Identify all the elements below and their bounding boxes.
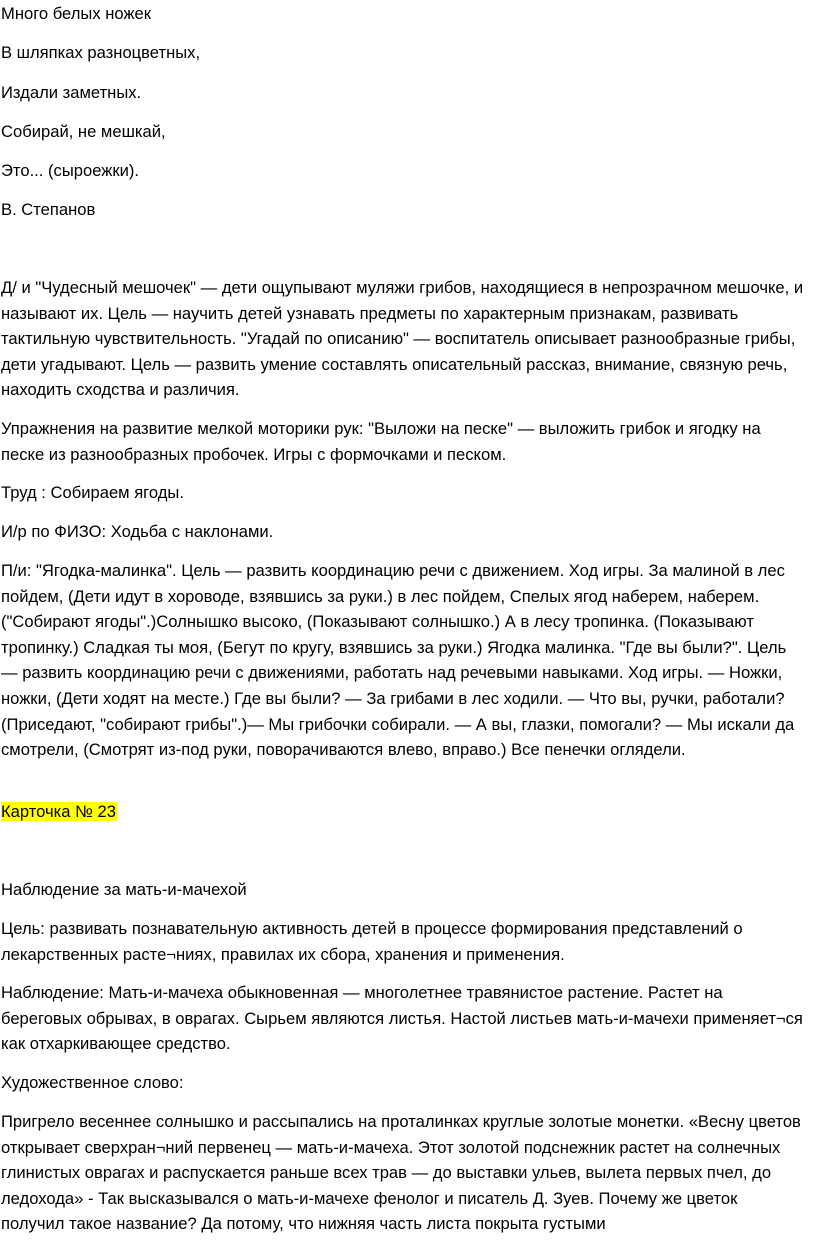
poem-line-5: Это... (сыроежки). bbox=[1, 161, 140, 180]
poem-line-3: Издали заметных. bbox=[1, 83, 142, 102]
art-word-title: Художественное слово: bbox=[1, 1073, 184, 1092]
observation-title: Наблюдение за мать-и-мачехой bbox=[1, 880, 247, 899]
card-title bbox=[1, 799, 804, 825]
outdoor-game-paragraph: П/и: "Ягодка-малинка". Цель — развить координацию речи с движением. Ход игры. За малиной в лес пойдем, (Дети идут в хороводе, взявшись за руки.) в лес пойдем, Спелых ягод наберем, наберем. ("Собирают ягоды".)Солнышко высоко, (Показывают солнышко.) А в лесу тропинка. (Показывают тропинку.) Сладкая ты моя, (Бегут по кругу, взявшись за руки.) Ягодка малинка. "Где вы были?". Цель — развить координацию речи с движениями, работать над речевыми навыками. Ход игры. — Ножки, ножки, (Дети ходят на месте.) Где вы были? — За грибами в лес ходили. — Что вы, ручки, работали? (Приседают, "собирают грибы".)— Мы грибочки собирали. — А вы, глазки, помогали? — Мы искали да смотрели, (Смотрят из-под руки, поворачиваются влево, вправо.) Все пенечки оглядели. bbox=[1, 561, 795, 760]
poem-line-1: Много белых ножек bbox=[1, 4, 152, 23]
didactic-games-paragraph: Д/ и "Чудесный мешочек" — дети ощупывают муляжи грибов, находящиеся в непрозрачном мешочке, и называют их. Цель — научить детей узнавать предметы по характерным признакам, развивать тактильную чувствительность. "Угадай по описанию" — воспитатель описывает разнообразные грибы, дети угадывают. Цель — развить умение составлять описательный рассказ, внимание, связную речь, находить сходства и различия. bbox=[1, 278, 804, 400]
pe-game-paragraph: И/р по ФИЗО: Ходьба с наклонами. bbox=[1, 522, 274, 541]
card-title-highlight: Карточка № 23 bbox=[1, 802, 117, 821]
goal-paragraph: Цель: развивать познавательную активность детей в процессе формирования представлений о лекарственных расте¬ниях, правилах их сбора, хранения и применения. bbox=[1, 919, 743, 964]
motor-exercises-paragraph: Упражнения на развитие мелкой моторики рук: "Выложи на песке" — выложить грибок и ягодку на песке из разнообразных пробочек. Игры с формочками и песком. bbox=[1, 419, 761, 464]
poem-line-4: Собирай, не мешкай, bbox=[1, 122, 166, 141]
poem-line-2: В шляпках разноцветных, bbox=[1, 43, 201, 62]
poem-author: В. Степанов bbox=[1, 200, 96, 219]
labor-paragraph: Труд : Собираем ягоды. bbox=[1, 483, 184, 502]
art-word-paragraph: Пригрело весеннее солнышко и рассыпались на проталинках круглые золотые монетки. «Весну цветов открывает сверхран¬ний первенец — мать-и-мачеха. Этот золотой подснежник растет на солнечных глинистых оврагах и распускается раньше всех трав — до выставки ульев, вылета первых пчел, до ледохода» - Так высказывался о мать-и-мачехе фенолог и писатель Д. Зуев. Почему же цветок получил такое название? Да потому, что нижняя часть листа покрыта густыми bbox=[1, 1112, 801, 1234]
observation-paragraph: Наблюдение: Мать-и-мачеха обыкновенная — многолетнее травянистое растение. Растет на береговых обрывах, в оврагах. Сырьем являются листья. Настой листьев мать-и-мачехи применяет¬ся как отхаркивающее средство. bbox=[1, 983, 803, 1054]
